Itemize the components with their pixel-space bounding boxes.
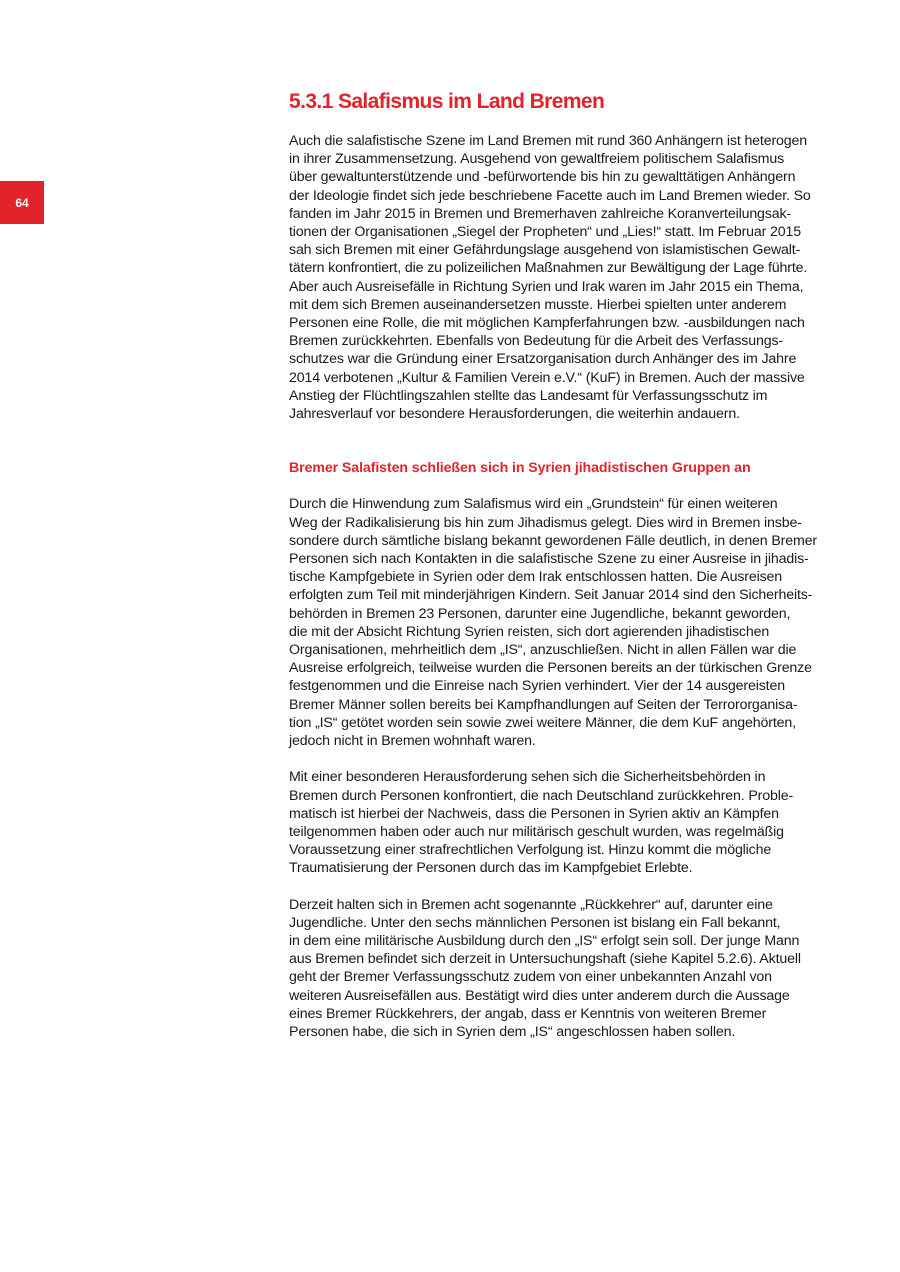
text-line: Personen habe, die sich in Syrien dem „IS“ angeschlossen haben sollen.	[289, 1023, 736, 1040]
spacer	[289, 878, 849, 896]
page-number-tab	[0, 181, 44, 224]
spacer	[289, 423, 849, 459]
text-line: tätern konfrontiert, die zu polizeilichen Maßnahmen zur Bewältigung der Lage führte.	[289, 260, 808, 277]
page-number: 64	[15, 195, 29, 210]
text-line: matisch ist hierbei der Nachweis, dass die Personen in Syrien aktiv an Kämpfen	[289, 805, 779, 822]
text-line: jedoch nicht in Bremen wohnhaft waren.	[289, 733, 536, 750]
document-content	[289, 88, 849, 1041]
text-line: in dem eine militärische Ausbildung durch den „IS“ erfolgt sein soll. Der junge Mann	[289, 932, 800, 949]
text-line: behörden in Bremen 23 Personen, darunter eine Jugendliche, bekannt geworden,	[289, 605, 791, 622]
text-line: mit dem sich Bremen auseinandersetzen musste. Hierbei spielten unter anderem	[289, 296, 787, 313]
text-line: schutzes war die Gründung einer Ersatzorganisation durch Anhänger des im Jahre	[289, 351, 797, 368]
paragraph-radicalisation	[289, 495, 849, 750]
text-line: Aber auch Ausreisefälle in Richtung Syrien und Irak waren im Jahr 2015 ein Thema,	[289, 278, 804, 295]
paragraph-returnees-challenge	[289, 768, 849, 877]
text-line: tionen der Organisationen „Siegel der Propheten“ und „Lies!“ statt. Im Februar 2015	[289, 224, 801, 241]
text-line: tische Kampfgebiete in Syrien oder dem Irak entschlossen hatten. Die Ausreisen	[289, 569, 783, 586]
text-line: Weg der Radikalisierung bis hin zum Jihadismus gelegt. Dies wird in Bremen insbe-	[289, 514, 802, 531]
text-line: in ihrer Zusammensetzung. Ausgehend von gewaltfreiem politischem Salafismus	[289, 151, 785, 168]
text-line: die mit der Absicht Richtung Syrien reisten, sich dort agierenden jihadistischen	[289, 623, 770, 640]
text-line: eines Bremer Rückkehrers, der angab, dass er Kenntnis von weiteren Bremer	[289, 1005, 767, 1022]
text-line: Ausreise erfolgreich, teilweise wurden die Personen bereits an der türkischen Grenze	[289, 660, 812, 677]
paragraph-intro	[289, 132, 849, 423]
text-line: Jugendliche. Unter den sechs männlichen Personen ist bislang ein Fall bekannt,	[289, 914, 781, 931]
text-line: weiteren Ausreisefällen aus. Bestätigt wird dies unter anderem durch die Aussage	[289, 987, 790, 1004]
text-line: Traumatisierung der Personen durch das im Kampfgebiet Erlebte.	[289, 860, 693, 877]
text-line: teilgenommen haben oder auch nur militärisch geschult wurden, was regelmäßig	[289, 823, 784, 840]
text-line: Bremen durch Personen konfrontiert, die nach Deutschland zurückkehren. Proble-	[289, 787, 794, 804]
subheading: Bremer Salafisten schließen sich in Syrien jihadistischen Gruppen an	[289, 460, 751, 477]
text-line: festgenommen und die Einreise nach Syrien verhindert. Vier der 14 ausgereisten	[289, 678, 785, 695]
text-line: erfolgten zum Teil mit minderjährigen Kindern. Seit Januar 2014 sind den Sicherheits-	[289, 587, 813, 604]
text-line: Anstieg der Flüchtlingszahlen stellte das Landesamt für Verfassungsschutz im	[289, 387, 768, 404]
text-line: Organisationen, mehrheitlich dem „IS“, anzuschließen. Nicht in allen Fällen war die	[289, 642, 797, 659]
spacer	[289, 750, 849, 768]
text-line: 2014 verbotenen „Kultur & Familien Verein e.V.“ (KuF) in Bremen. Auch der massive	[289, 369, 805, 386]
text-line: Jahresverlauf vor besondere Herausforderungen, die weiterhin andauern.	[289, 406, 740, 423]
text-line: sah sich Bremen mit einer Gefährdungslage ausgehend von islamistischen Gewalt-	[289, 242, 801, 259]
paragraph-returnees-current	[289, 896, 849, 1042]
text-line: Bremer Männer sollen bereits bei Kampfhandlungen auf Seiten der Terrororganisa-	[289, 696, 798, 713]
text-line: Derzeit halten sich in Bremen acht sogenannte „Rückkehrer“ auf, darunter eine	[289, 896, 773, 913]
text-line: aus Bremen befindet sich derzeit in Untersuchungshaft (siehe Kapitel 5.2.6). Aktuell	[289, 951, 801, 968]
text-line: tion „IS“ getötet worden sein sowie zwei weitere Männer, die dem KuF angehörten,	[289, 714, 796, 731]
section-title: 5.3.1 Salafismus im Land Bremen	[289, 90, 605, 113]
text-line: der Ideologie findet sich jede beschriebene Facette auch im Land Bremen wieder. So	[289, 187, 811, 204]
text-line: Mit einer besonderen Herausforderung sehen sich die Sicherheitsbehörden in	[289, 769, 766, 786]
text-line: Personen sich nach Kontakten in die salafistische Szene zu einer Ausreise in jihadis-	[289, 551, 809, 568]
text-line: Personen eine Rolle, die mit möglichen Kampferfahrungen bzw. -ausbildungen nach	[289, 315, 805, 332]
text-line: sondere durch sämtliche bislang bekannt gewordenen Fälle deutlich, in denen Bremer	[289, 532, 817, 549]
text-line: Bremen zurückkehrten. Ebenfalls von Bedeutung für die Arbeit des Verfassungs-	[289, 333, 783, 350]
text-line: Durch die Hinwendung zum Salafismus wird ein „Grundstein“ für einen weiteren	[289, 496, 778, 513]
text-line: über gewaltunterstützende und -befürwortende bis hin zu gewalttätigen Anhängern	[289, 169, 796, 186]
text-line: geht der Bremer Verfassungsschutz zudem von einer unbekannten Anzahl von	[289, 969, 772, 986]
text-line: Voraussetzung einer strafrechtlichen Verfolgung ist. Hinzu kommt die mögliche	[289, 842, 772, 859]
text-line: fanden im Jahr 2015 in Bremen und Bremerhaven zahlreiche Koranverteilungsak-	[289, 205, 792, 222]
text-line: Auch die salafistische Szene im Land Bremen mit rund 360 Anhängern ist heterogen	[289, 133, 807, 149]
